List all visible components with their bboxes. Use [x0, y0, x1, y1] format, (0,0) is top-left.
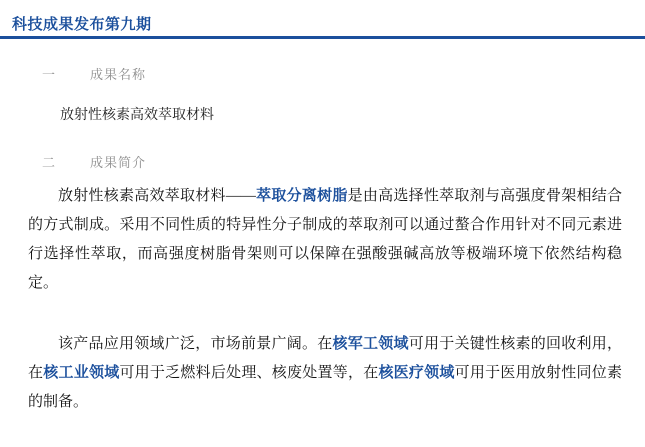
- result-name-value: 放射性核素高效萃取材料: [60, 106, 214, 122]
- paragraph-two-segment-4: 可用于医用放射性同位素的制备。: [28, 365, 622, 410]
- header-title-bar: [0, 10, 215, 37]
- paragraph-one-segment-1: 放射性核素高效萃取材料——: [58, 188, 256, 204]
- paragraph-two-segment-3: 可用于乏燃料后处理、核废处置等，在: [119, 365, 379, 381]
- keyword-nuclear-medicine: 核医疗领域: [378, 365, 455, 381]
- section-label-intro: 成果简介: [90, 155, 147, 170]
- keyword-nuclear-military: 核军工领域: [332, 336, 409, 352]
- section-heading-intro: [42, 152, 146, 171]
- page-title: 科技成果发布第九期: [12, 16, 152, 33]
- section-label-name: 成果名称: [90, 67, 147, 82]
- section-heading-name: [42, 64, 146, 83]
- paragraph-two-segment-1: 该产品应用领域广泛，市场前景广阔。在: [58, 336, 333, 352]
- paragraph-two-segment-2: 可用于关键性核素的回收利用，在: [28, 336, 622, 381]
- paragraph-two: [28, 330, 622, 417]
- header-divider: [0, 36, 645, 39]
- keyword-nuclear-industry: 核工业领域: [43, 365, 120, 381]
- paragraph-one-segment-2: 是由高选择性萃取剂与高强度骨架相结合的方式制成。采用不同性质的特异性分子制成的萃取剂可以通过螯合作用针对不同元素进行选择性萃取，而高强度树脂骨架则可以保障在强酸强碱高放等极端环境下依然结构稳定。: [28, 188, 622, 291]
- section-number-one: 一: [42, 67, 57, 82]
- section-number-two: 二: [42, 155, 57, 170]
- paragraph-one: [28, 182, 622, 298]
- document-header: [0, 10, 645, 38]
- keyword-extraction-resin: 萃取分离树脂: [255, 188, 348, 204]
